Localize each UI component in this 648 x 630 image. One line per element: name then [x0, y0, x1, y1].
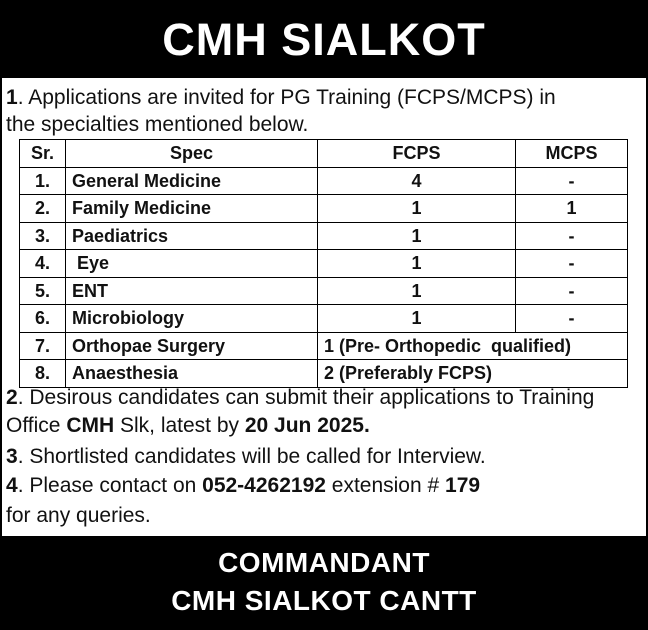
sr-cell: 4.	[20, 250, 66, 278]
mcps-cell: -	[516, 167, 628, 195]
paragraph-4-extension-text: extension #	[325, 474, 446, 497]
table-header-row	[20, 140, 628, 168]
column-header-mcps: MCPS	[516, 140, 628, 168]
spec-cell: Orthopae Surgery	[66, 332, 318, 360]
fcps-cell: 1	[318, 277, 516, 305]
mcps-cell: -	[516, 305, 628, 333]
signatory-unit: CMH SIALKOT CANTT	[171, 585, 477, 616]
table-row	[20, 305, 628, 333]
sr-cell: 3.	[20, 222, 66, 250]
spec-cell: ENT	[66, 277, 318, 305]
paragraph-2-cmh: CMH	[66, 414, 115, 437]
specialties-table	[19, 139, 628, 388]
column-header-sr: Sr.	[20, 140, 66, 168]
paragraph-2-latest-text: Slk, latest by	[114, 414, 245, 437]
mcps-cell: -	[516, 250, 628, 278]
table-row	[20, 222, 628, 250]
sr-cell: 8.	[20, 360, 66, 388]
spec-cell: Paediatrics	[66, 222, 318, 250]
table-row	[20, 360, 628, 388]
sr-cell: 1.	[20, 167, 66, 195]
paragraph-2-line-1	[6, 384, 594, 411]
table-row	[20, 332, 628, 360]
paragraph-3-text: . Shortlisted candidates will be called for Interview.	[17, 445, 486, 468]
mcps-cell: 1	[516, 195, 628, 223]
fcps-cell: 4	[318, 167, 516, 195]
paragraph-1-number: 1	[6, 86, 18, 109]
contact-extension: 179	[445, 474, 481, 497]
paragraph-2-text: . Desirous candidates can submit their applications to Training	[17, 386, 595, 409]
table-row	[20, 167, 628, 195]
fcps-cell: 1	[318, 195, 516, 223]
signatory-title: COMMANDANT	[218, 547, 430, 578]
sr-cell: 5.	[20, 277, 66, 305]
paragraph-2-deadline: 20 Jun 2025.	[244, 414, 370, 437]
spec-cell: General Medicine	[66, 167, 318, 195]
paragraph-4-number: 4	[6, 474, 18, 497]
mcps-cell: -	[516, 222, 628, 250]
quota-note-cell: 1 (Pre- Orthopedic qualified)	[318, 332, 628, 360]
fcps-cell: 1	[318, 305, 516, 333]
mcps-cell: -	[516, 277, 628, 305]
spec-cell: Eye	[66, 250, 318, 278]
signature-block	[2, 536, 646, 628]
paragraph-2-line-2	[6, 412, 370, 439]
page-title: CMH SIALKOT	[2, 2, 646, 78]
table-row	[20, 250, 628, 278]
paragraph-3	[6, 443, 486, 470]
spec-cell: Microbiology	[66, 305, 318, 333]
paragraph-4-text: . Please contact on	[17, 474, 203, 497]
paragraph-4-line-1	[6, 472, 480, 499]
fcps-cell: 1	[318, 222, 516, 250]
spec-cell: Anaesthesia	[66, 360, 318, 388]
contact-phone: 052-4262192	[202, 474, 326, 497]
quota-note-cell: 2 (Preferably FCPS)	[318, 360, 628, 388]
paragraph-4-line-2: for any queries.	[6, 504, 151, 527]
sr-cell: 7.	[20, 332, 66, 360]
paragraph-1-line-1	[6, 84, 556, 111]
sr-cell: 6.	[20, 305, 66, 333]
paragraph-3-number: 3	[6, 445, 18, 468]
paragraph-2-number: 2	[6, 386, 18, 409]
paragraph-2-office-text: Office	[6, 414, 67, 437]
table-row	[20, 195, 628, 223]
column-header-spec: Spec	[66, 140, 318, 168]
paragraph-1-text: . Applications are invited for PG Training (FCPS/MCPS) in	[17, 86, 556, 109]
table-row	[20, 277, 628, 305]
paragraph-1-line-2: the specialties mentioned below.	[6, 113, 309, 136]
sr-cell: 2.	[20, 195, 66, 223]
spec-cell: Family Medicine	[66, 195, 318, 223]
column-header-fcps: FCPS	[318, 140, 516, 168]
fcps-cell: 1	[318, 250, 516, 278]
